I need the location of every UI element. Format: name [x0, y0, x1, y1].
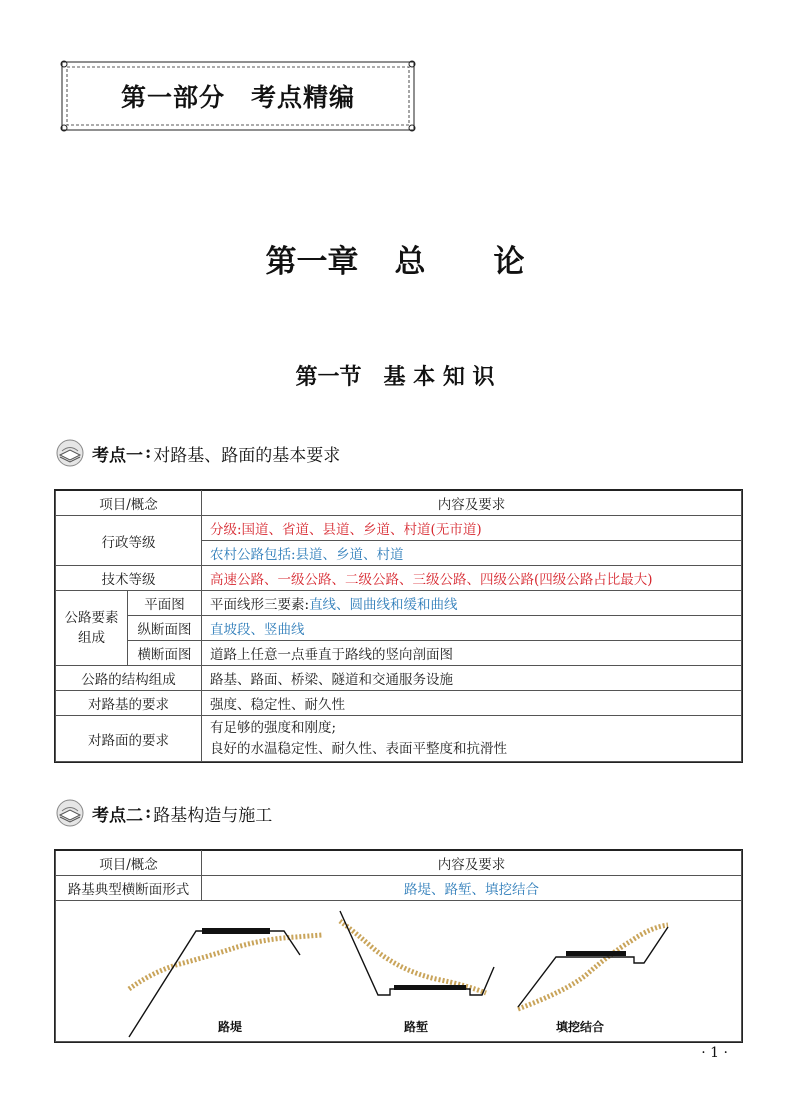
pavement-text-1: 有足够的强度和刚度; — [210, 719, 337, 736]
header-col1: 项目/概念 — [56, 491, 202, 516]
kp2-sep: : — [145, 803, 152, 823]
elements-label — [56, 591, 128, 666]
elements-label-1: 公路要素 — [64, 610, 119, 626]
table-row — [56, 876, 742, 901]
struct-label: 公路的结构组成 — [56, 666, 202, 691]
book-icon — [52, 438, 88, 468]
kp1-label: 考点一 — [92, 445, 143, 466]
header-col2: 内容及要求 — [202, 851, 742, 876]
kp2-label: 考点二 — [92, 805, 143, 826]
chapter-char-2: 论 — [493, 244, 525, 280]
kp1-title: 对路基、路面的基本要求 — [153, 445, 341, 466]
table-row — [56, 566, 742, 591]
subgrade-label: 对路基的要求 — [56, 691, 202, 716]
diagram-cell — [56, 901, 742, 1042]
kp1-heading — [52, 438, 340, 468]
cross-label: 横断面图 — [128, 641, 202, 666]
tech-label: 技术等级 — [56, 566, 202, 591]
cap-embankment: 路堤 — [218, 1020, 243, 1034]
book-icon — [52, 798, 88, 828]
pavement-text-2: 良好的水温稳定性、耐久性、表面平整度和抗滑性 — [210, 740, 507, 757]
table-row — [56, 641, 742, 666]
struct-text: 路基、路面、桥梁、隧道和交通服务设施 — [202, 666, 742, 691]
page-number: · 1 · — [701, 1045, 728, 1061]
chapter-prefix: 第一章 — [265, 244, 359, 280]
admin-red: 分级:国道、省道、县道、乡道、村道(无市道) — [202, 516, 742, 541]
chapter-char-1: 总 — [394, 244, 426, 280]
pavement-label: 对路面的要求 — [56, 716, 202, 762]
table-header-row — [56, 851, 742, 876]
table-row — [56, 666, 742, 691]
table-row — [56, 716, 742, 762]
admin-blue: 农村公路包括:县道、乡道、村道 — [202, 541, 742, 566]
plan-blue: 直线、圆曲线和缓和曲线 — [309, 597, 458, 613]
plan-content — [202, 591, 742, 616]
table-row — [56, 901, 742, 1042]
header-col1: 项目/概念 — [56, 851, 202, 876]
elements-label-2: 组成 — [78, 630, 105, 646]
subgrade-text: 强度、稳定性、耐久性 — [202, 691, 742, 716]
plan-label: 平面图 — [128, 591, 202, 616]
header-col2: 内容及要求 — [202, 491, 742, 516]
chapter-title — [0, 236, 790, 281]
plan-prefix: 平面线形三要素: — [210, 597, 310, 613]
kp2-table — [55, 850, 742, 1042]
embankment-figure — [129, 928, 322, 1037]
table-row — [56, 591, 742, 616]
cutting-figure — [340, 911, 494, 1034]
kp1-table — [55, 490, 742, 762]
profile-label: 纵断面图 — [128, 616, 202, 641]
kp2-title: 路基构造与施工 — [153, 805, 273, 826]
part-title: 第一部分 考点精编 — [120, 83, 355, 112]
kp2-heading — [52, 798, 272, 828]
tech-red: 高速公路、一级公路、二级公路、三级公路、四级公路(四级公路占比最大) — [202, 566, 742, 591]
table-header-row — [56, 491, 742, 516]
cross-text: 道路上任意一点垂直于路线的竖向剖面图 — [202, 641, 742, 666]
pavement-content — [202, 716, 742, 762]
profile-blue: 直坡段、竖曲线 — [202, 616, 742, 641]
kp1-sep: : — [145, 443, 152, 463]
table-row — [56, 616, 742, 641]
cap-cutting: 路堑 — [404, 1020, 429, 1034]
part-banner — [60, 60, 416, 132]
section-form-blue: 路堤、路堑、填挖结合 — [202, 876, 742, 901]
admin-label: 行政等级 — [56, 516, 202, 566]
table-row — [56, 691, 742, 716]
mixed-figure — [518, 925, 668, 1034]
section-form-label: 路基典型横断面形式 — [56, 876, 202, 901]
table-row — [56, 516, 742, 541]
subgrade-diagram — [56, 901, 741, 1041]
section-title: 第一节 基 本 知 识 — [295, 365, 495, 390]
cap-mixed: 填挖结合 — [556, 1020, 605, 1034]
